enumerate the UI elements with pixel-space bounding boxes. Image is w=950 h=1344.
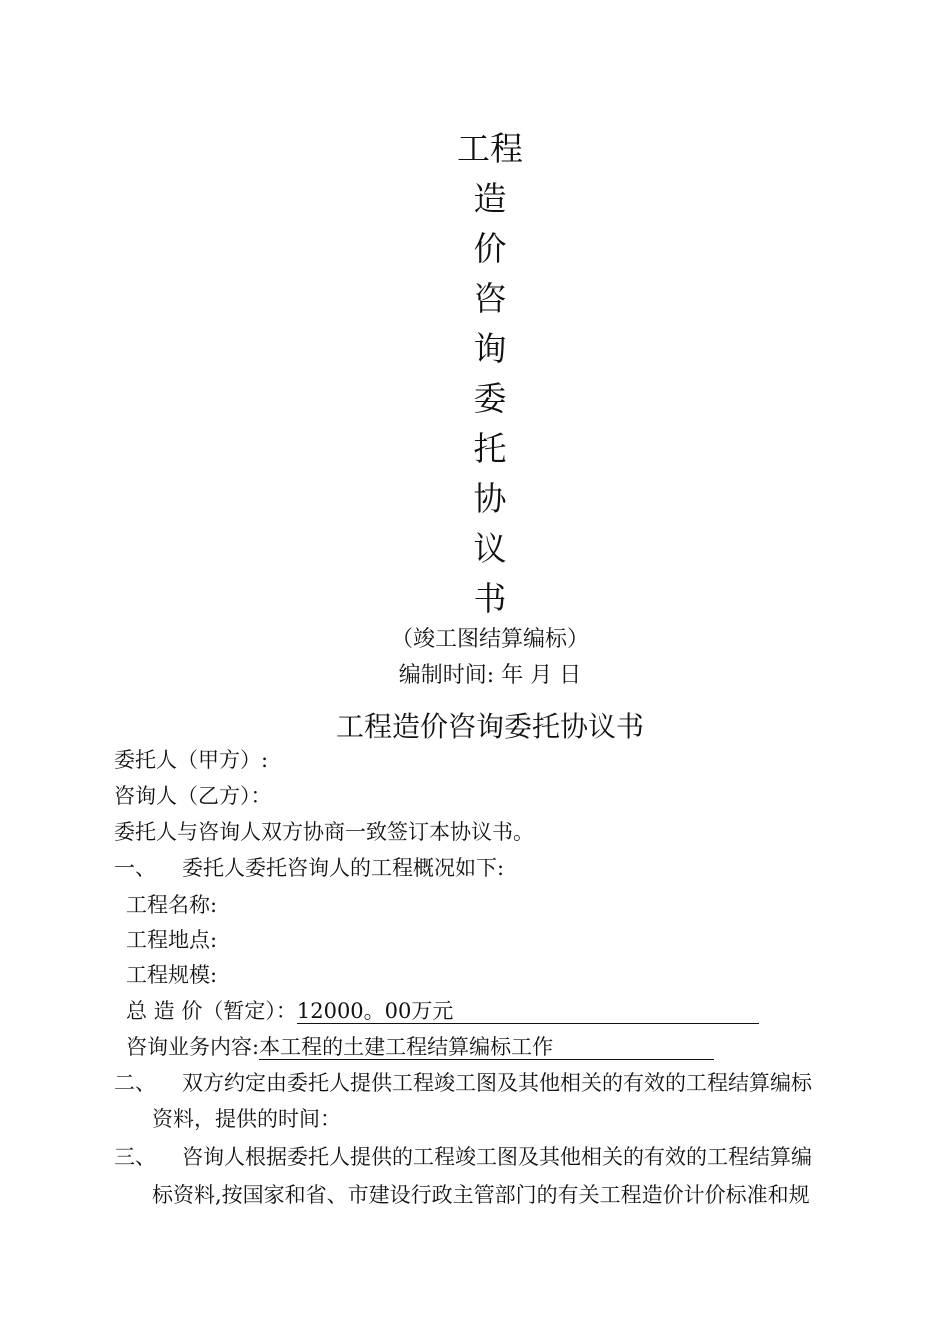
cover-title-char: 造 <box>473 179 507 218</box>
consultant-line: 咨询人（乙方）： <box>114 784 272 808</box>
cover-title-char: 托 <box>473 429 507 468</box>
project-location-label: 工程地点: <box>126 928 218 952</box>
cover-title-char: 工程 <box>457 129 523 168</box>
project-cost-value <box>297 1001 759 1024</box>
section-number: 一、 <box>114 856 156 880</box>
cover-title-char: 委 <box>473 379 507 418</box>
project-name-label: 工程名称: <box>126 893 218 917</box>
cover-subtitle: （竣工图结算编标） <box>390 627 589 652</box>
cover-title-char: 询 <box>473 329 507 368</box>
project-scale-label: 工程规模: <box>126 963 218 987</box>
cover-title-char: 协 <box>473 479 507 518</box>
section-text: 咨询人根据委托人提供的工程竣工图及其他相关的有效的工程结算编 <box>182 1145 812 1169</box>
section-number: 二、 <box>114 1071 156 1095</box>
section-number: 三、 <box>114 1145 156 1169</box>
section-text: 双方约定由委托人提供工程竣工图及其他相关的有效的工程结算编标 <box>182 1071 812 1095</box>
project-cost-row <box>126 1001 759 1024</box>
cover-title-char: 咨 <box>473 279 507 318</box>
consult-scope-value <box>259 1037 714 1060</box>
section-text: 委托人委托咨询人的工程概况如下: <box>182 856 505 880</box>
intro-line: 委托人与咨询人双方协商一致签订本协议书。 <box>114 820 534 844</box>
project-cost-amount: 12000。00万元 <box>296 999 454 1023</box>
cover-title-char: 价 <box>473 229 507 268</box>
cover-date-line: 编制时间: 年 月 日 <box>398 663 582 688</box>
consult-scope-text: 本工程的土建工程结算编标工作 <box>259 1035 554 1059</box>
cover-title-char: 议 <box>473 529 507 568</box>
consult-scope-label: 咨询业务内容: <box>126 1035 260 1059</box>
cover-title-char: 书 <box>473 579 507 618</box>
consult-scope-row <box>126 1037 714 1060</box>
agreement-title: 工程造价咨询委托协议书 <box>335 710 644 743</box>
section-text-continued: 资料，提供的时间： <box>152 1107 341 1131</box>
project-cost-label: 总 造 价（暂定）： <box>126 999 297 1023</box>
section-text-continued: 标资料,按国家和省、市建设行政主管部门的有关工程造价计价标准和规 <box>152 1183 810 1207</box>
client-line: 委托人（甲方）: <box>114 748 269 772</box>
